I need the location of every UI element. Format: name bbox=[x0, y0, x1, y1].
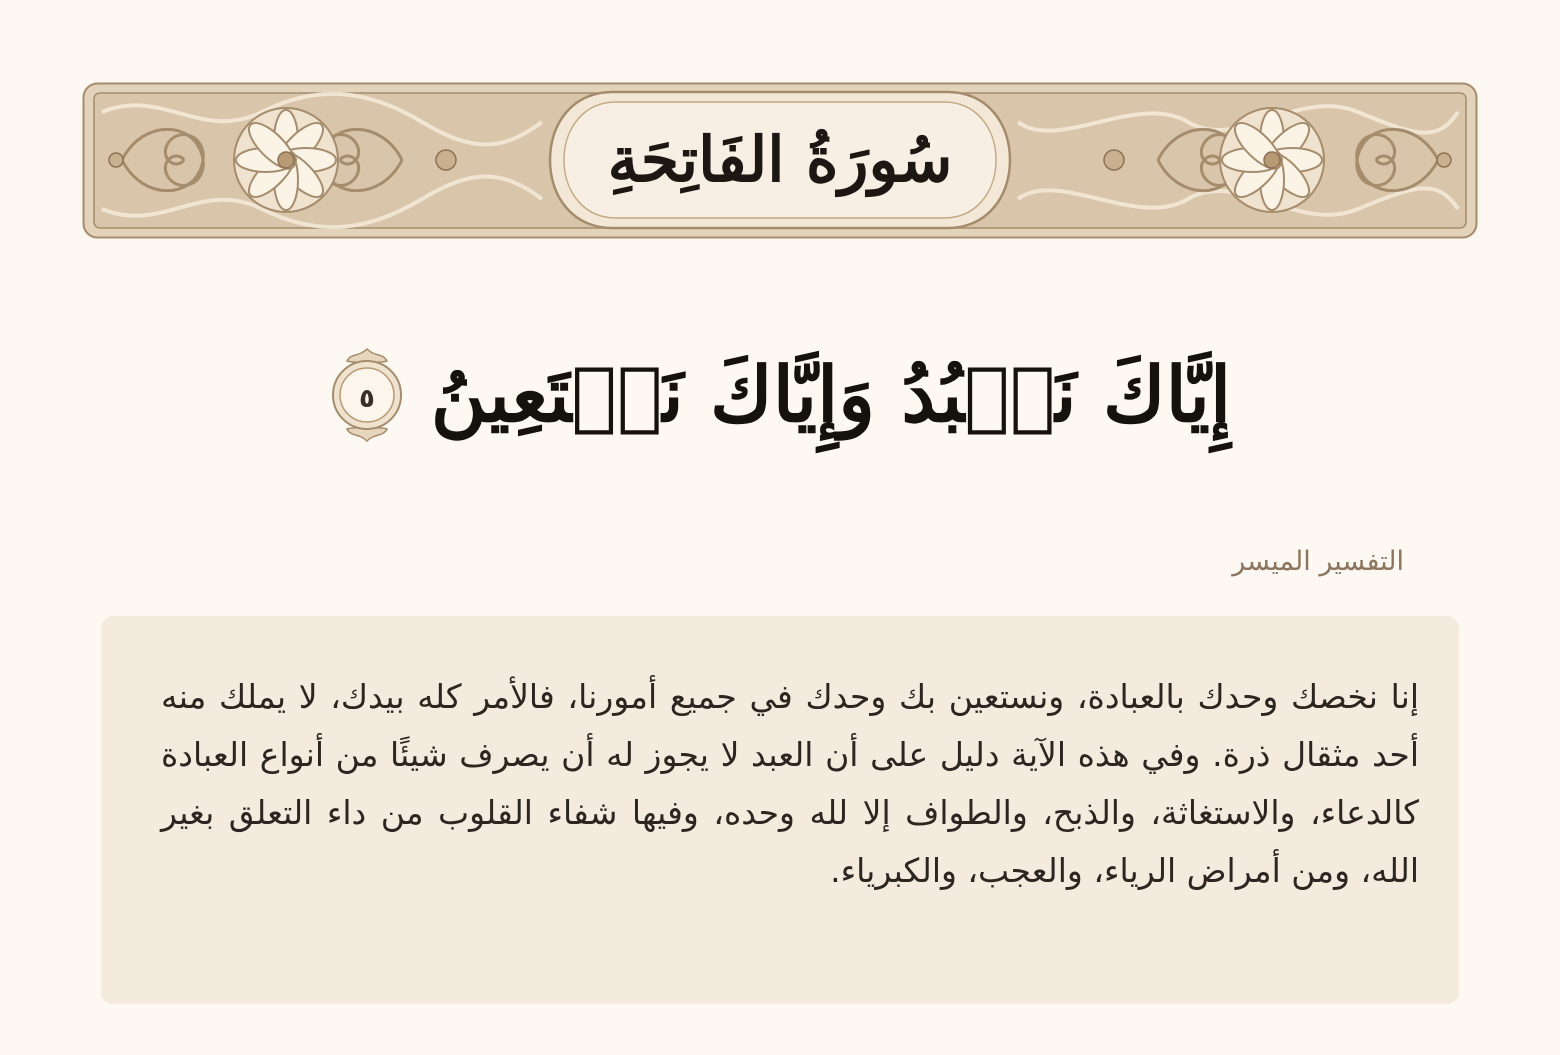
verse-number-marker bbox=[329, 345, 405, 445]
surah-title: سُورَةُ الفَاتِحَةِ bbox=[607, 123, 953, 196]
tafsir-text: إنا نخصك وحدك بالعبادة، ونستعين بك وحدك في جميع أمورنا، فالأمر كله بيدك، لا يملك منه أحد مثقال ذرة. وفي هذه الآية دليل على أن العبد لا يجوز له أن يصرف شيئًا من أنواع العبادة كالدعاء، والاستغاثة، والذبح، والطواف إلا لله وحده، وفيها شفاء القلوب من داء التعلق بغير الله، ومن أمراض الرياء، والعجب، والكبرياء. bbox=[161, 677, 1419, 890]
verse-row bbox=[230, 330, 1330, 460]
tafsir-card bbox=[101, 616, 1459, 1004]
verse-number: ٥ bbox=[358, 384, 375, 414]
verse-text: إِيَّاكَ نَعۡبُدُ وَإِيَّاكَ نَسۡتَعِينُ bbox=[430, 350, 1232, 439]
tafsir-source-label: التفسير الميسر bbox=[1232, 546, 1404, 577]
